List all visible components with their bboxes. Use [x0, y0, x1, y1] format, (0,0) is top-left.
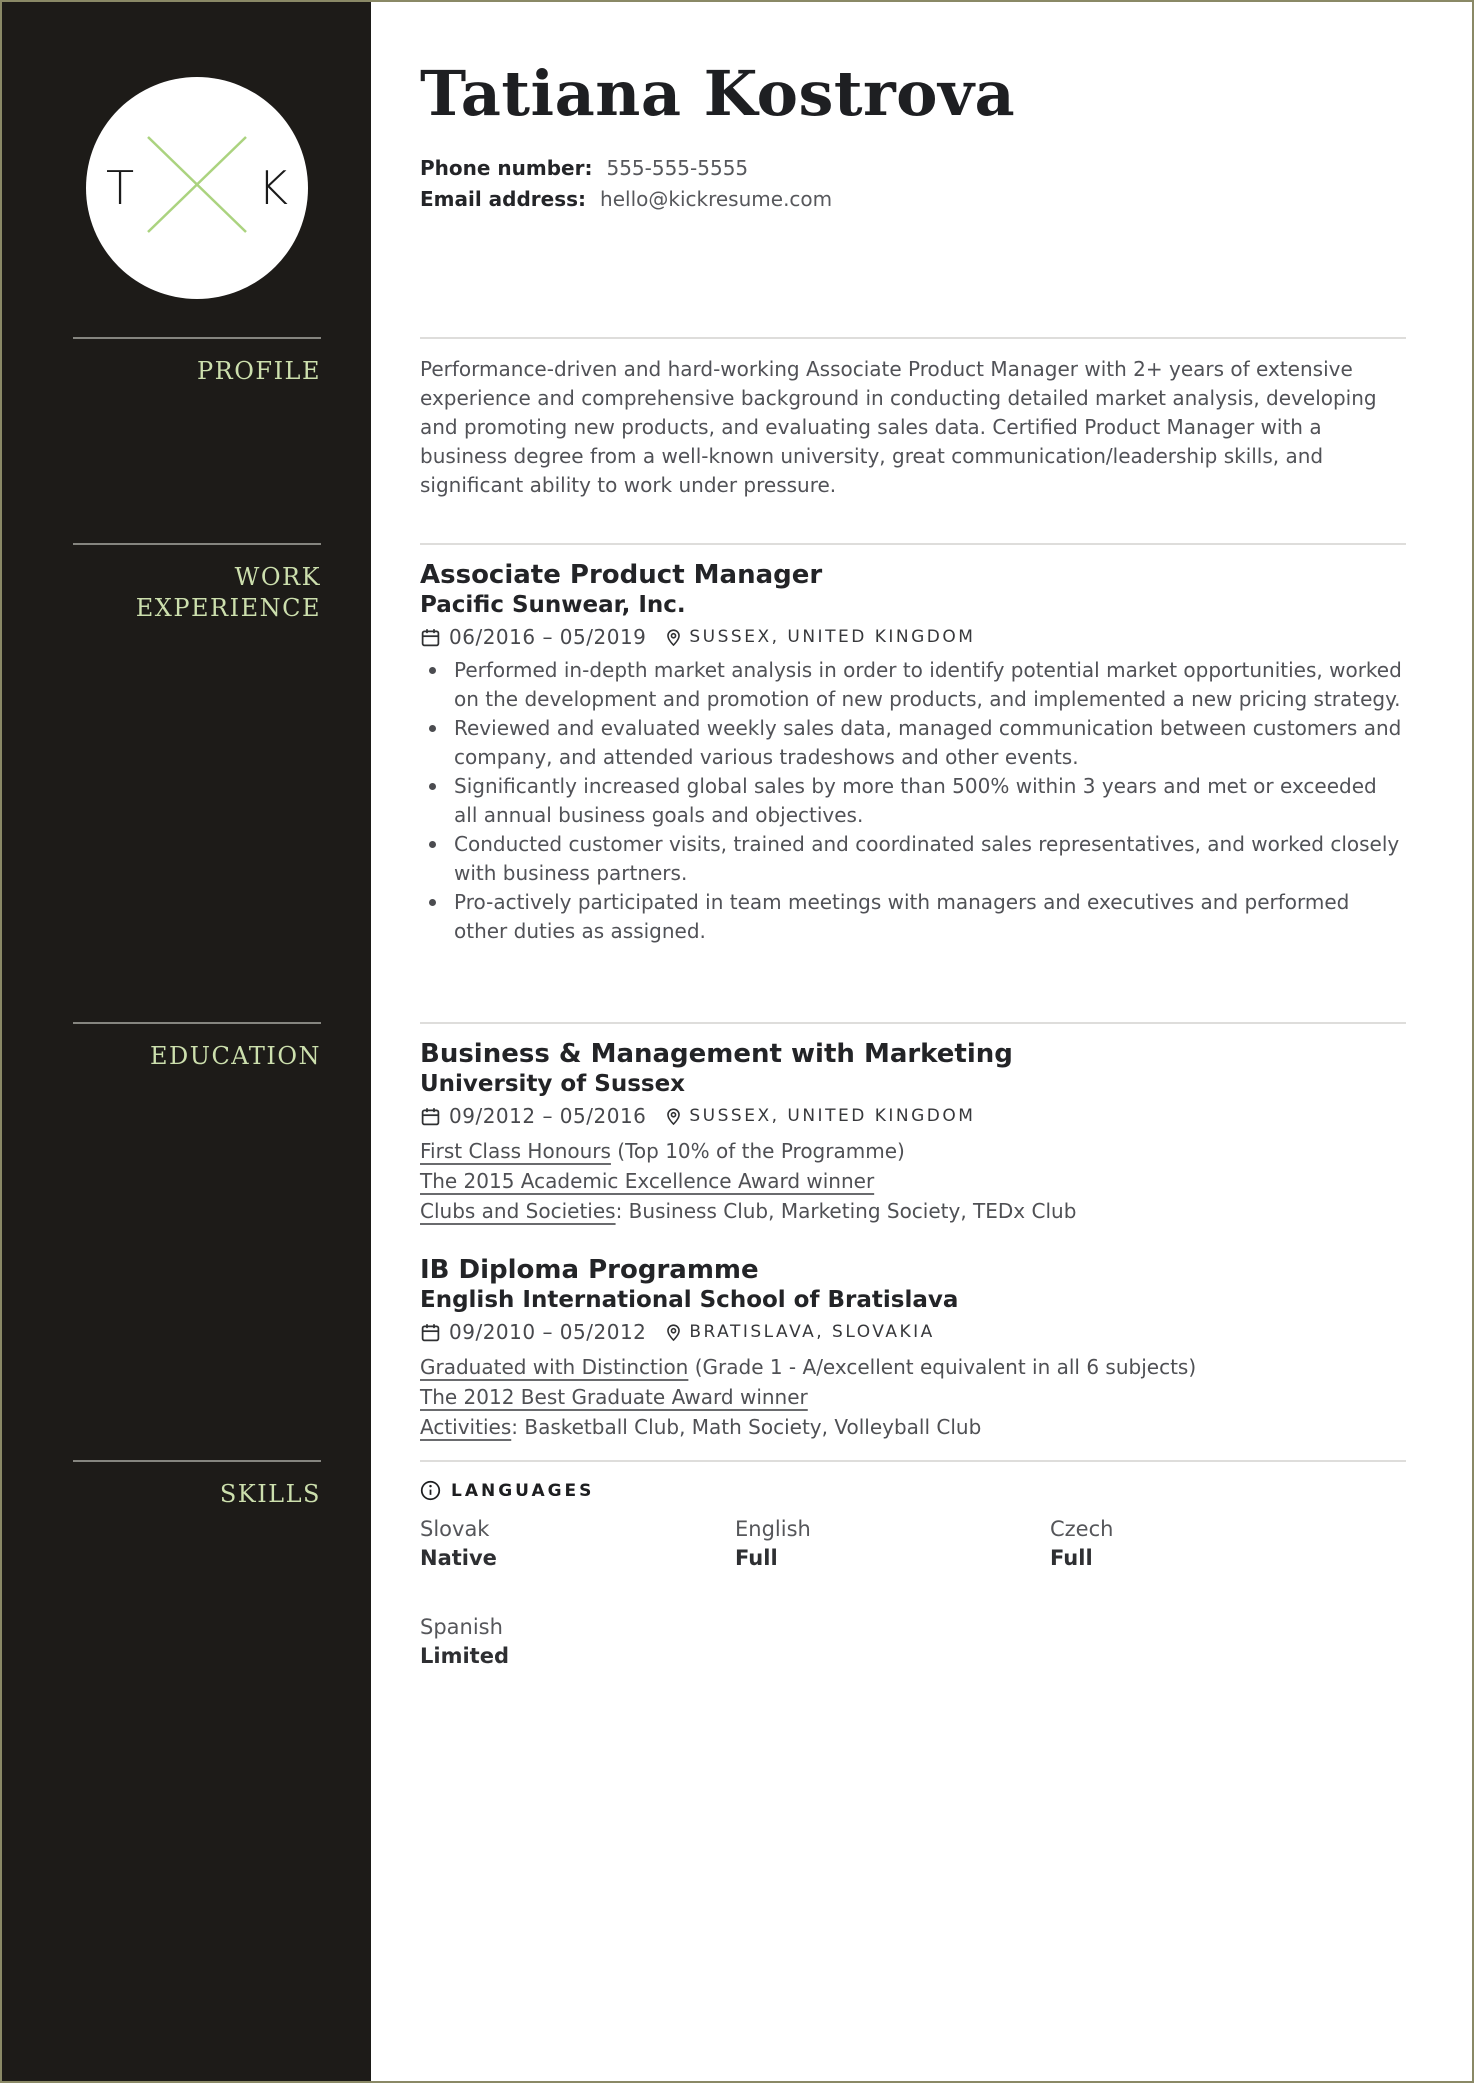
job-company: Pacific Sunwear, Inc.: [420, 592, 686, 618]
degree-title: IB Diploma Programme: [420, 1255, 759, 1285]
logo-initial-left: T: [106, 161, 135, 215]
work-main: [371, 543, 1472, 1022]
education-honour-note: (Grade 1 - A/excellent equivalent in all 6 subjects): [688, 1355, 1197, 1379]
sidebar-header: [2, 2, 371, 337]
location-pin-icon: [664, 1107, 683, 1126]
education-activities-list: : Basketball Club, Math Society, Volleyball Club: [511, 1415, 982, 1439]
education-honour-note: (Top 10% of the Programme): [610, 1139, 905, 1163]
header-main: [371, 2, 1472, 337]
logo-x-icon: [127, 118, 267, 258]
sidebar-label-skills: SKILLS: [219, 1480, 321, 1508]
education-honour: Graduated with Distinction: [420, 1355, 689, 1379]
email-row: [420, 184, 1406, 215]
calendar-icon: [420, 1322, 441, 1343]
job-bullet-list: [420, 656, 1406, 946]
section-divider: [420, 1460, 1406, 1462]
education-dates: 09/2012 – 05/2016: [449, 1104, 647, 1128]
sidebar-education: [2, 1022, 371, 1460]
logo-initial-right: K: [257, 161, 288, 215]
education-detail-line: [420, 1166, 1406, 1196]
education-detail-line: [420, 1352, 1406, 1382]
education-entry: [420, 1254, 1406, 1442]
location-pin-icon: [664, 1323, 683, 1342]
job-title: Associate Product Manager: [420, 560, 823, 590]
calendar-icon: [420, 627, 441, 648]
sidebar-divider: [73, 543, 321, 545]
job-dates: 06/2016 – 05/2019: [449, 625, 647, 649]
language-level: Full: [1050, 1546, 1093, 1570]
education-section: [2, 1022, 1472, 1460]
language-item: [420, 1515, 735, 1573]
phone-value: 555-555-5555: [606, 156, 749, 181]
job-location-text: SUSSEX, UNITED KINGDOM: [689, 627, 976, 647]
language-name: English: [735, 1517, 811, 1541]
education-location-text: SUSSEX, UNITED KINGDOM: [689, 1106, 976, 1126]
section-divider: [420, 543, 1406, 545]
sidebar-label-education: EDUCATION: [149, 1042, 321, 1070]
languages-grid: [420, 1515, 1406, 1671]
job-bullet: Significantly increased global sales by more than 500% within 3 years and met or exceeded all annual business goals and objectives.: [420, 772, 1406, 830]
job-bullet: Pro-actively participated in team meetings with managers and executives and performed other duties as assigned.: [420, 888, 1406, 946]
education-dates: 09/2010 – 05/2012: [449, 1320, 647, 1344]
location-pin-icon: [664, 628, 683, 647]
monogram-logo: [86, 77, 308, 299]
school-name: University of Sussex: [420, 1071, 686, 1097]
education-location: [664, 1106, 975, 1126]
languages-header: [420, 1480, 1406, 1501]
education-clubs-list: : Business Club, Marketing Society, TEDx Club: [615, 1199, 1077, 1223]
job-dateline: [420, 625, 1406, 649]
language-item: [420, 1613, 735, 1671]
education-location: [664, 1322, 934, 1342]
job-bullet: Performed in-depth market analysis in order to identify potential market opportunities, worked on the development and promotion of new products, and implemented a new pricing strategy.: [420, 656, 1406, 714]
sidebar-divider: [73, 337, 321, 339]
language-level: Native: [420, 1546, 497, 1570]
education-detail-line: [420, 1196, 1406, 1226]
education-honour: First Class Honours: [420, 1139, 611, 1163]
education-clubs-label: Clubs and Societies: [420, 1199, 616, 1223]
job-entry: [420, 559, 1406, 946]
education-activities-label: Activities: [420, 1415, 512, 1439]
candidate-name: Tatiana Kostrova: [420, 57, 1016, 130]
sidebar-divider: [73, 1460, 321, 1462]
education-detail-line: [420, 1136, 1406, 1166]
sidebar-divider: [73, 1022, 321, 1024]
education-award: The 2012 Best Graduate Award winner: [420, 1385, 808, 1409]
sidebar-label-work: WORK EXPERIENCE: [135, 563, 321, 622]
education-main: [371, 1022, 1472, 1460]
profile-summary: Performance-driven and hard-working Associate Product Manager with 2+ years of extensive experience and comprehensive background in conducting detailed market analysis, developing and promoting new products, and evaluating sales data. Certified Product Manager with a business degree from a well-known university, great communication/leadership skills, and significant ability to work under pressure.: [420, 357, 1377, 497]
profile-section: [2, 337, 1472, 543]
education-dateline: [420, 1320, 1406, 1344]
header-row: [2, 2, 1472, 337]
calendar-icon: [420, 1106, 441, 1127]
profile-main: [371, 337, 1472, 543]
job-bullet: Conducted customer visits, trained and coordinated sales representatives, and worked closely with business partners.: [420, 830, 1406, 888]
section-divider: [420, 1022, 1406, 1024]
sidebar-skills: [2, 1460, 371, 2081]
education-detail-line: [420, 1412, 1406, 1442]
education-dateline: [420, 1104, 1406, 1128]
phone-label: Phone number:: [420, 156, 593, 181]
languages-title: LANGUAGES: [451, 1480, 595, 1501]
work-section: [2, 543, 1472, 1022]
language-level: Full: [735, 1546, 778, 1570]
education-award: The 2015 Academic Excellence Award winner: [420, 1169, 875, 1193]
section-divider: [420, 337, 1406, 339]
skills-main: [371, 1460, 1472, 2081]
language-name: Czech: [1050, 1517, 1114, 1541]
job-location: [664, 627, 975, 647]
job-bullet: Reviewed and evaluated weekly sales data, managed communication between customers and company, and attended various tradeshows and other events.: [420, 714, 1406, 772]
language-level: Limited: [420, 1644, 509, 1668]
education-details: [420, 1352, 1406, 1442]
sidebar-work: [2, 543, 371, 1022]
education-entry: [420, 1038, 1406, 1226]
email-value: hello@kickresume.com: [600, 187, 833, 212]
skills-section: [2, 1460, 1472, 2081]
contact-block: [420, 153, 1406, 215]
school-name: English International School of Bratislava: [420, 1287, 959, 1313]
sidebar-profile: [2, 337, 371, 543]
education-details: [420, 1136, 1406, 1226]
info-icon: [420, 1480, 441, 1501]
language-item: [735, 1515, 1050, 1573]
education-detail-line: [420, 1382, 1406, 1412]
language-item: [1050, 1515, 1365, 1573]
sidebar-label-profile: PROFILE: [197, 357, 321, 385]
language-name: Spanish: [420, 1615, 503, 1639]
email-label: Email address:: [420, 187, 587, 212]
phone-row: [420, 153, 1406, 184]
language-name: Slovak: [420, 1517, 490, 1541]
education-location-text: BRATISLAVA, SLOVAKIA: [689, 1322, 935, 1342]
degree-title: Business & Management with Marketing: [420, 1039, 1013, 1069]
